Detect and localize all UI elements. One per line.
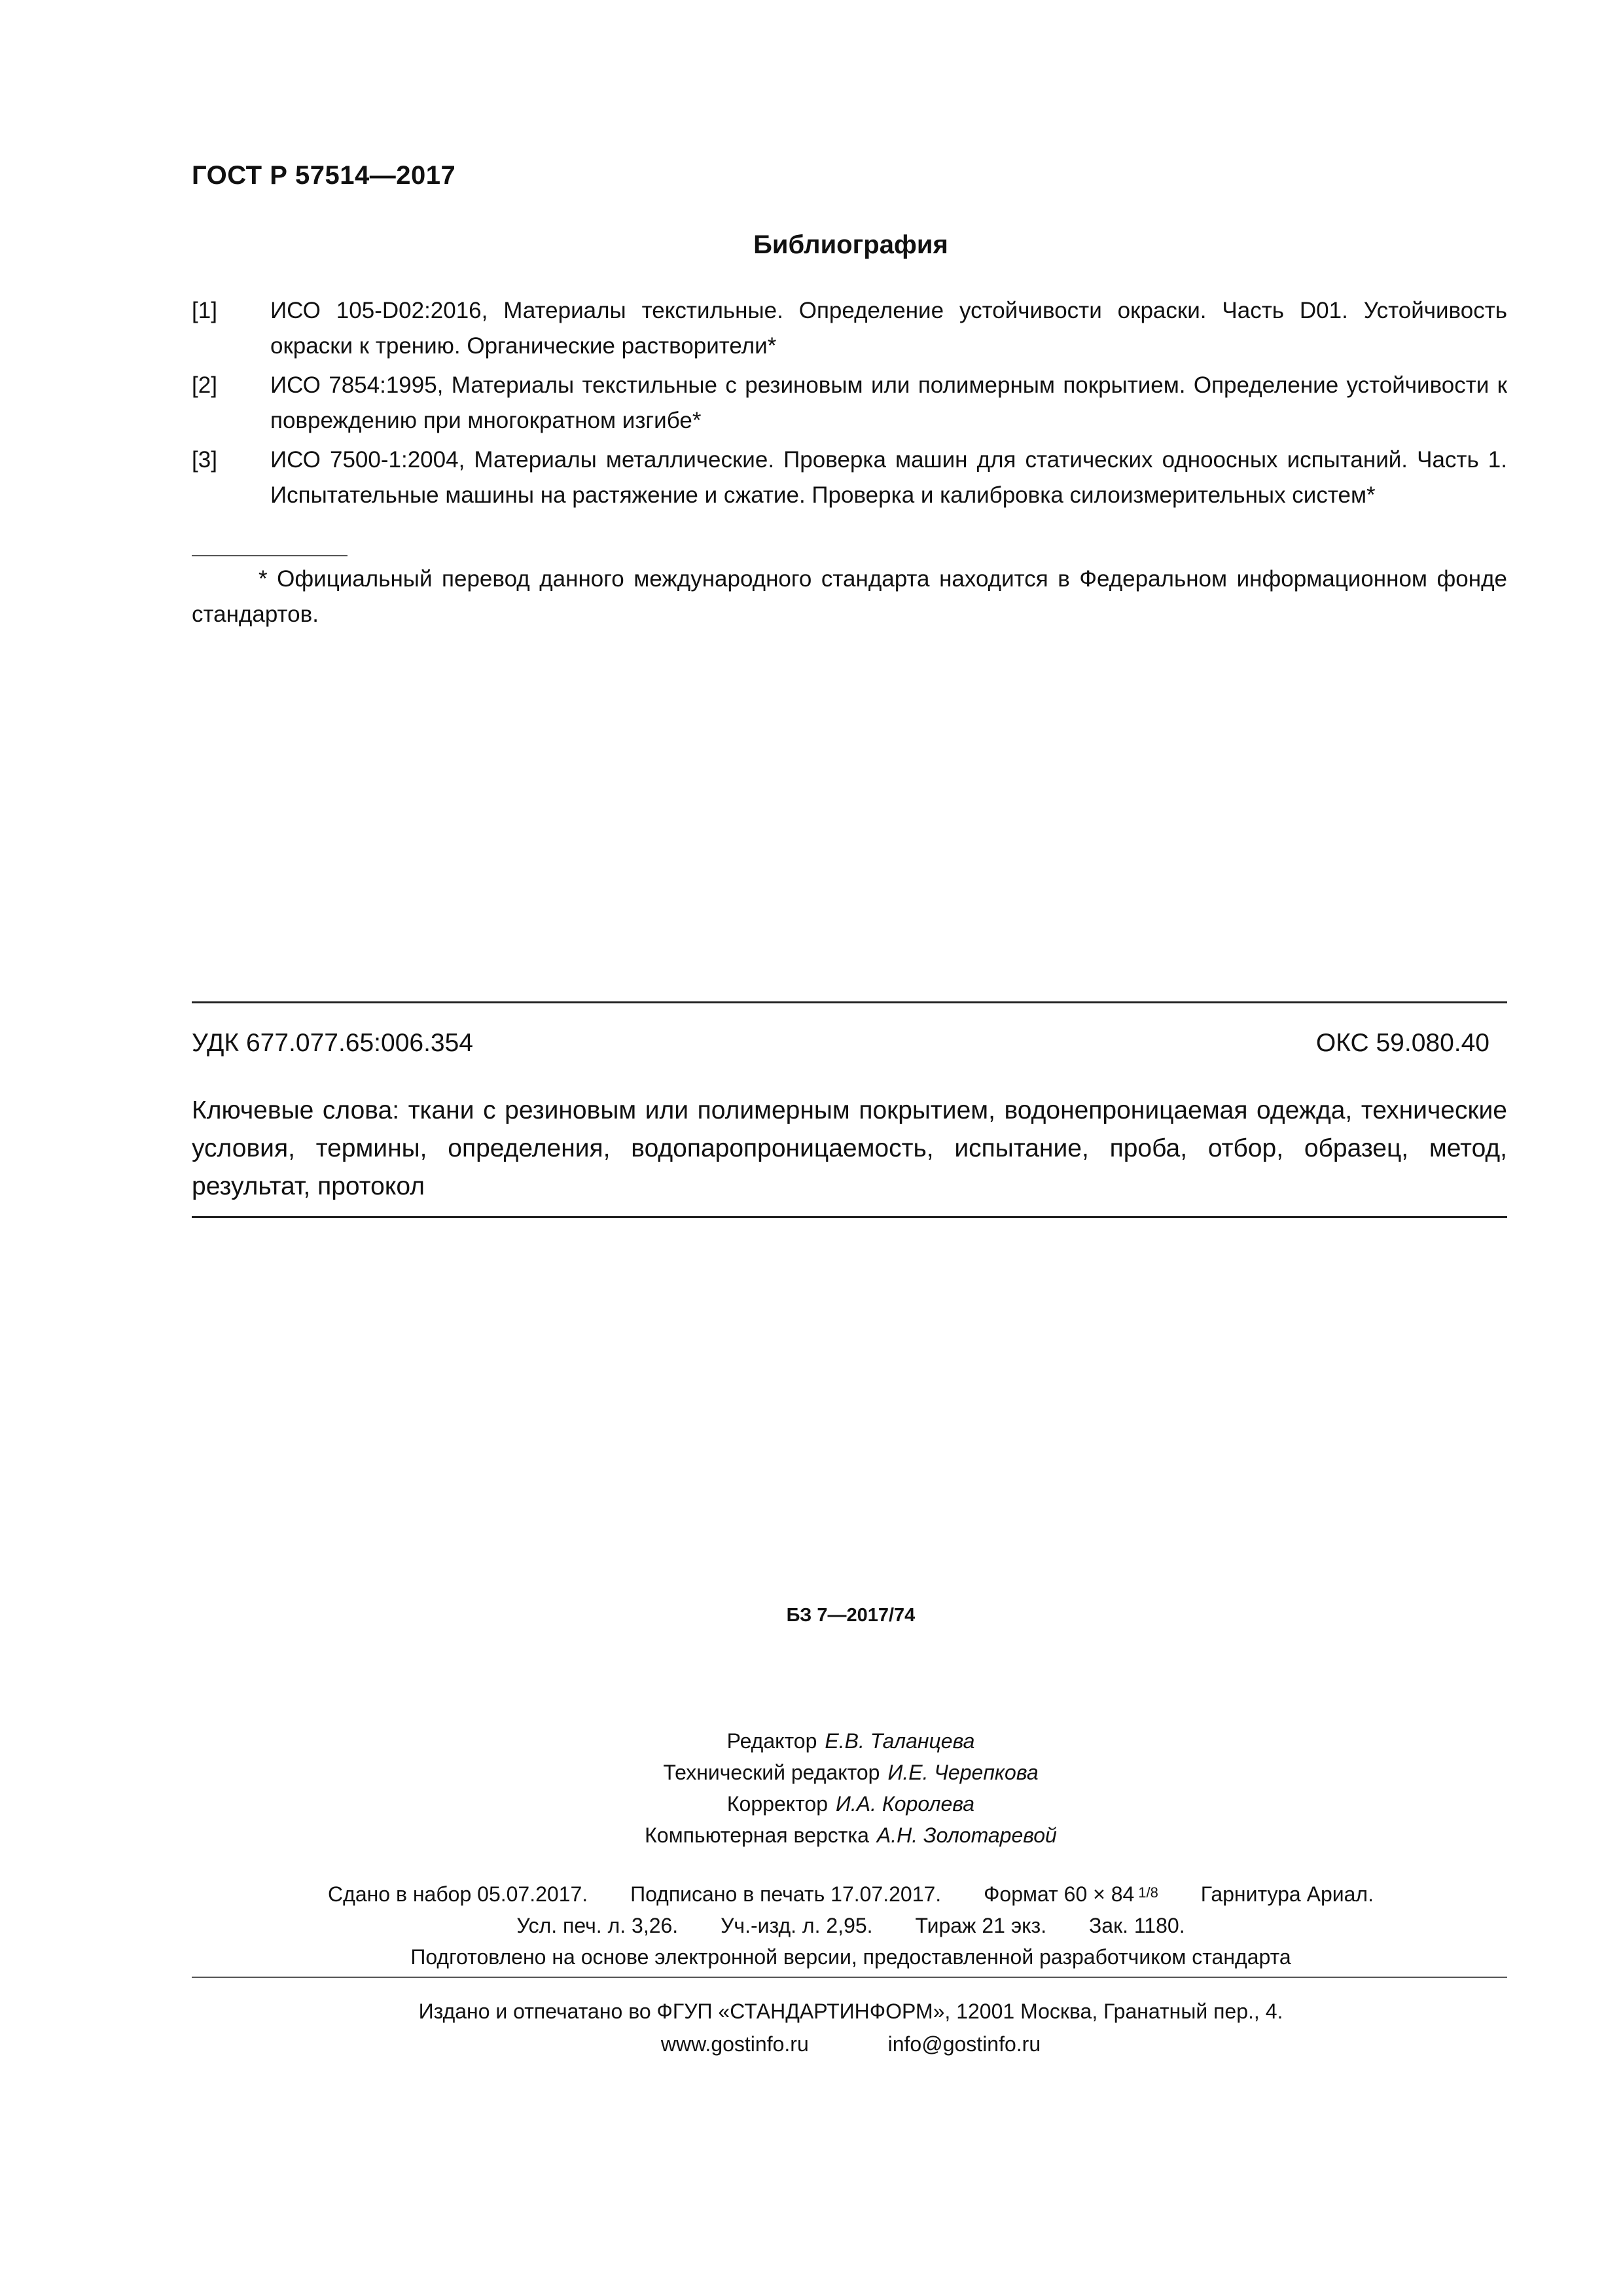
credit-role: Редактор (726, 1729, 817, 1753)
bibliography-item (192, 442, 1507, 513)
credit-role: Компьютерная верстка (645, 1823, 869, 1847)
format-fraction: 1/8 (1138, 1884, 1158, 1901)
circulation: Тираж 21 экз. (915, 1914, 1047, 1937)
publisher-line: Издано и отпечатано во ФГУП «СТАНДАРТИНФОРМ», 12001 Москва, Гранатный пер., 4. (418, 2000, 1283, 2023)
bibliography-list (192, 293, 1507, 517)
bz-code: БЗ 7—2017/74 (786, 1605, 916, 1626)
order-number: Зак. 1180. (1088, 1914, 1185, 1937)
udk-code: УДК 677.077.65:006.354 (192, 1029, 473, 1057)
bibliography-item-number: [1] (192, 298, 217, 323)
credit-line (0, 1820, 1623, 1851)
footnote: * Официальный перевод данного международного стандарта находится в Федеральном информационном фонде стандартов. (192, 566, 1507, 627)
bibliography-item-number: [2] (192, 372, 217, 398)
oks-code: ОКС 59.080.40 (1315, 1029, 1489, 1057)
credit-line (0, 1757, 1623, 1788)
format-prefix: Формат 60 × 84 (984, 1882, 1135, 1906)
bibliography-item-text: ИСО 105-D02:2016, Материалы текстильные. Определение устойчивости окраски. Часть D01. Устойчивость окраски к трению. Органические растворители* (270, 298, 1507, 359)
bibliography-item-text: ИСО 7854:1995, Материалы текстильные с резиновым или полимерным покрытием. Определение устойчивости к повреждению при многократном изгибе* (270, 372, 1507, 433)
signed-date: Подписано в печать 17.07.2017. (630, 1882, 942, 1906)
prepared-note: Подготовлено на основе электронной версии, предоставленной разработчиком стандарта (410, 1945, 1291, 1969)
bibliography-item-number: [3] (192, 447, 217, 473)
divider-top (192, 1001, 1507, 1003)
typeface: Гарнитура Ариал. (1200, 1882, 1374, 1906)
footnote-separator (192, 555, 348, 556)
credit-line (0, 1788, 1623, 1820)
format (984, 1882, 1158, 1906)
keywords: Ключевые слова: ткани с резиновым или полимерным покрытием, водонепроницаемая одежда, технические условия, термины, определения, водопаропроницаемость, испытание, проба, отбор, образец, метод, результат, протокол (192, 1096, 1507, 1200)
document-number: ГОСТ Р 57514—2017 (192, 161, 456, 190)
credit-name: И.Е. Черепкова (887, 1761, 1039, 1784)
submitted-date: Сдано в набор 05.07.2017. (328, 1882, 588, 1906)
print-info-row (0, 1910, 1623, 1941)
credits-block (0, 1725, 1623, 1851)
bibliography-item (192, 293, 1507, 364)
credit-role: Технический редактор (663, 1761, 880, 1784)
credit-name: Е.В. Таланцева (825, 1729, 975, 1753)
credit-name: А.Н. Золотаревой (876, 1823, 1057, 1847)
website-link[interactable]: www.gostinfo.ru (660, 2032, 809, 2056)
print-info (0, 1877, 1623, 1973)
publisher-block (0, 1995, 1623, 2060)
credit-role: Корректор (726, 1792, 828, 1816)
email-link[interactable]: info@gostinfo.ru (887, 2032, 1041, 2056)
bibliography-item-text: ИСО 7500-1:2004, Материалы металлические. Проверка машин для статических одноосных испытаний. Часть 1. Испытательные машины на растяжение и сжатие. Проверка и калибровка силоизмерительных систем* (270, 447, 1507, 508)
credit-line (0, 1725, 1623, 1757)
bibliography-title: Библиография (753, 230, 948, 259)
divider-publisher (192, 1977, 1507, 1978)
edition-sheets: Уч.-изд. л. 2,95. (721, 1914, 873, 1937)
print-info-row (0, 1877, 1623, 1910)
publisher-contacts (0, 2028, 1623, 2060)
divider-bottom (192, 1216, 1507, 1218)
printed-sheets: Усл. печ. л. 3,26. (516, 1914, 679, 1937)
bibliography-item (192, 368, 1507, 439)
credit-name: И.А. Королева (835, 1792, 975, 1816)
